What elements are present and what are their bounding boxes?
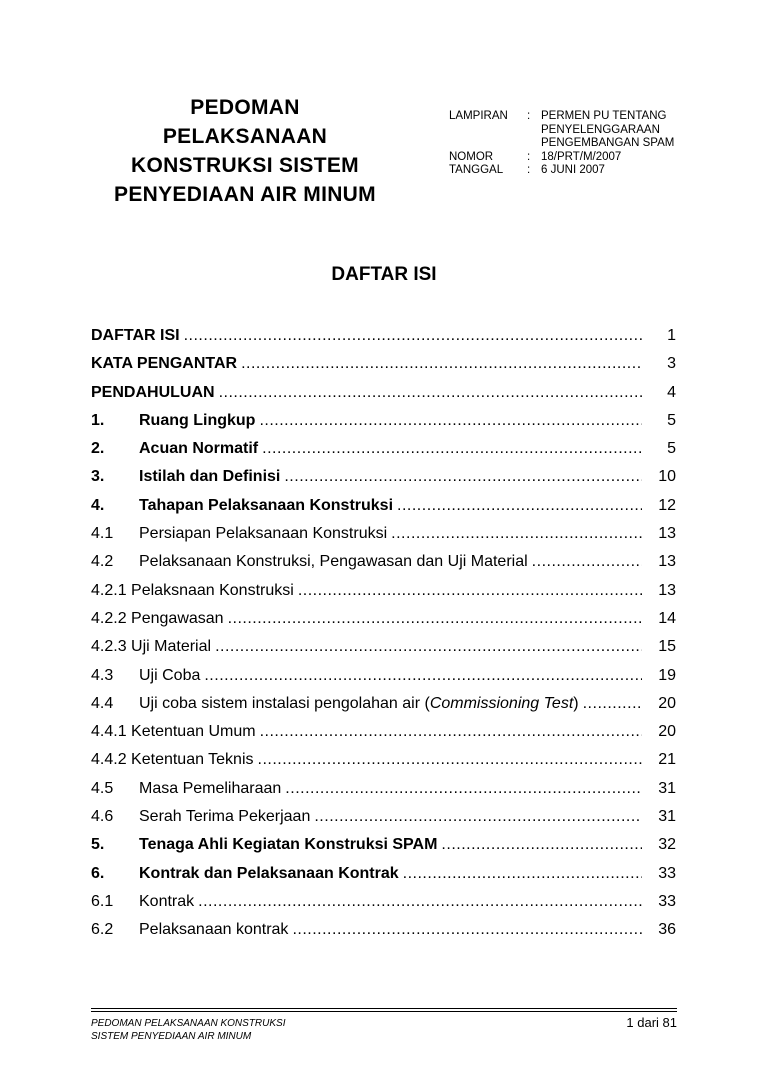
toc-entry-number: 4.2.1 (91, 581, 127, 599)
footer-line: SISTEM PENYEDIAAN AIR MINUM (91, 1031, 252, 1042)
meta-value-line: PENGEMBANGAN SPAM (541, 137, 675, 150)
toc-entry[interactable] (91, 808, 676, 836)
meta-value (541, 110, 711, 151)
toc-entry-leader (184, 327, 642, 345)
toc-entry[interactable] (91, 497, 676, 525)
toc-entry-page: 13 (658, 553, 676, 571)
toc-entry[interactable] (91, 553, 676, 581)
toc-entry-leader (241, 355, 642, 373)
toc-entry[interactable] (91, 468, 676, 496)
toc-entry-title-text: Tenaga Ahli Kegiatan Konstruksi SPAM (139, 836, 438, 854)
toc-entry-page: 33 (658, 864, 676, 882)
toc-entry-page: 20 (658, 694, 676, 712)
toc-entry-title-text: Ruang Lingkup (139, 411, 256, 429)
toc-entry[interactable] (91, 327, 676, 355)
toc-entry-page: 12 (658, 496, 676, 514)
toc-entry-title-text: Serah Terima Pekerjaan (139, 808, 311, 826)
toc-entry-number: 6.1 (91, 892, 114, 910)
toc-entry-leader (397, 497, 642, 515)
toc-entry-page: 32 (658, 836, 676, 854)
toc-entry-number: 4.6 (91, 808, 114, 826)
toc-entry-title (139, 440, 258, 458)
toc-entry-leader (228, 610, 642, 628)
toc-entry[interactable] (91, 412, 676, 440)
meta-row-nomor (449, 151, 711, 165)
toc-entry-title-text: Kontrak dan Pelaksanaan Kontrak (139, 864, 399, 882)
meta-colon: : (527, 150, 531, 163)
toc-entry-page: 5 (667, 411, 676, 429)
toc-entry-title-text: Kontrak (139, 892, 195, 910)
toc-entry[interactable] (91, 525, 676, 553)
toc-entry-title (131, 582, 294, 600)
toc-entry[interactable] (91, 780, 676, 808)
toc-entry-title-text: Pelaksanaan Konstruksi, Pengawasan dan Uji Material (139, 553, 528, 571)
toc-entry-page: 10 (658, 468, 676, 486)
toc-entry-leader (219, 384, 642, 402)
document-meta (449, 110, 711, 178)
toc-entry-leader (532, 553, 642, 571)
title-line: PELAKSANAAN (162, 125, 328, 148)
toc-entry-number: 4.3 (91, 666, 114, 684)
toc-entry-title-text: Istilah dan Definisi (139, 468, 281, 486)
toc-entry-title (139, 865, 399, 883)
toc-entry-leader (403, 865, 642, 883)
toc-entry-leader (441, 836, 642, 854)
toc-entry[interactable] (91, 355, 676, 383)
meta-label: TANGGAL (449, 164, 504, 177)
toc-entry-leader (259, 412, 642, 430)
toc-entry-title-text: DAFTAR ISI (91, 327, 180, 344)
toc-entry-leader (285, 780, 642, 798)
toc-entry-page: 13 (658, 525, 676, 543)
toc-entry[interactable] (91, 384, 676, 412)
toc-entry-number: 5. (91, 836, 105, 854)
toc-entry-title-suffix: ) (573, 694, 579, 712)
meta-colon: : (527, 110, 531, 122)
toc-entry-number: 3. (91, 468, 105, 486)
toc-entry-title (91, 355, 237, 373)
toc-entry-page: 1 (667, 327, 676, 344)
toc-heading: DAFTAR ISI (331, 264, 437, 285)
toc-entry-page: 14 (658, 609, 676, 627)
toc-entry-title (131, 638, 211, 656)
meta-colon: : (527, 164, 531, 177)
toc-entry-title-text: Pelaksnaan Konstruksi (131, 581, 294, 599)
toc-entry-number: 4.4.1 (91, 723, 127, 741)
toc-entry-page: 20 (658, 723, 676, 741)
meta-value-line: PENYELENGGARAAN (541, 123, 660, 136)
toc-entry-page: 3 (667, 355, 676, 373)
toc-entry-leader (204, 667, 642, 685)
toc-entry-title-text: Persiapan Pelaksanaan Konstruksi (139, 525, 388, 543)
toc-entry-leader (391, 525, 642, 543)
toc-entry-title (139, 497, 393, 515)
toc-entry-title (139, 780, 281, 798)
toc-entry-page: 15 (658, 638, 676, 656)
toc-entry[interactable] (91, 667, 676, 695)
title-line: PENYEDIAAN AIR MINUM (114, 183, 376, 206)
meta-value: 18/PRT/M/2007 (541, 150, 622, 163)
toc-entry[interactable] (91, 723, 676, 751)
meta-row-tanggal (449, 164, 711, 178)
toc-entry-page: 13 (658, 581, 676, 599)
toc-entry-title-text: KATA PENGANTAR (91, 355, 238, 373)
toc-entry[interactable] (91, 610, 676, 638)
toc-entry-title (139, 412, 255, 430)
toc-entry-title-text: Uji coba sistem instalasi pengolahan air ( (139, 694, 430, 712)
toc-entry-title-text: Pelaksanaan kontrak (139, 921, 289, 939)
toc-entry[interactable] (91, 695, 676, 723)
toc-entry-number: 1. (91, 411, 105, 429)
footer-line: PEDOMAN PELAKSANAAN KONSTRUKSI (91, 1018, 286, 1029)
toc-entry-title (91, 327, 180, 345)
toc-entry-number: 2. (91, 440, 105, 458)
toc-entry-number: 4.4.2 (91, 751, 127, 769)
toc-entry[interactable] (91, 921, 676, 949)
toc-entry-title-text: Ketentuan Umum (131, 723, 256, 741)
toc-entry[interactable] (91, 751, 676, 779)
toc-entry-page: 21 (658, 751, 676, 769)
toc-entry-title (139, 893, 194, 911)
toc-entry-page: 31 (658, 808, 676, 826)
toc-entry-title (139, 667, 200, 685)
toc-entry-leader (258, 751, 642, 769)
toc-entry[interactable] (91, 836, 676, 864)
toc-entry-title (139, 836, 437, 854)
toc-entry-number: 4.4 (91, 694, 114, 712)
toc-entry[interactable] (91, 893, 676, 921)
title-line: PEDOMAN (190, 96, 300, 119)
toc-entry-number: 6.2 (91, 921, 114, 939)
toc-entry-title (131, 723, 256, 741)
toc-entry-leader (298, 582, 642, 600)
toc-entry-leader (314, 808, 642, 826)
toc-entry-title (139, 525, 387, 543)
meta-value-line: PERMEN PU TENTANG (541, 110, 667, 122)
toc-entry-page: 36 (658, 921, 676, 939)
toc-entry-title (139, 468, 280, 486)
toc-entry-title-text: Tahapan Pelaksanaan Konstruksi (139, 496, 394, 514)
toc-entry-leader (260, 723, 642, 741)
toc-entry-title-italic: Commissioning Test (429, 694, 574, 712)
toc-entry-number: 6. (91, 864, 105, 882)
toc-entry-title (139, 553, 528, 571)
toc-entry[interactable] (91, 638, 676, 666)
footer-rule (91, 1008, 677, 1009)
footer-rule (91, 1011, 677, 1012)
toc-entry-page: 19 (658, 666, 676, 684)
toc-entry-page: 33 (658, 892, 676, 910)
toc-entry-title-text: Uji Material (131, 638, 212, 656)
toc-entry-number: 4.2 (91, 553, 114, 571)
toc-entry-title-text: Pengawasan (131, 609, 224, 627)
toc-entry-title-text: Masa Pemeliharaan (139, 779, 282, 797)
toc-entry-title (139, 808, 310, 826)
toc-entry-title (139, 921, 288, 939)
toc-entry-page: 4 (667, 383, 676, 401)
toc-entry-title-text: Acuan Normatif (139, 440, 259, 458)
toc-entry[interactable] (91, 440, 676, 468)
toc-entry-leader (215, 638, 642, 656)
meta-label: LAMPIRAN (449, 110, 508, 122)
toc-entry-number: 4.2.2 (91, 609, 127, 627)
title-line: KONSTRUKSI SISTEM (131, 154, 359, 177)
toc-entry-leader (284, 468, 642, 486)
toc-entry-title (139, 695, 579, 713)
table-of-contents (91, 327, 676, 950)
toc-entry-title-text: PENDAHULUAN (91, 383, 215, 401)
toc-entry-page: 5 (667, 440, 676, 458)
document-title (92, 93, 398, 209)
toc-entry-number: 4.2.3 (91, 638, 127, 656)
toc-entry-title-text: Uji Coba (139, 666, 201, 684)
page-number: 1 dari 81 (626, 1015, 677, 1030)
toc-entry-title (91, 384, 215, 402)
toc-entry[interactable] (91, 865, 676, 893)
toc-entry-number: 4. (91, 496, 105, 514)
toc-entry-leader (198, 893, 642, 911)
toc-entry-number: 4.5 (91, 779, 114, 797)
toc-entry-leader (262, 440, 642, 458)
toc-entry[interactable] (91, 582, 676, 610)
toc-entry-leader (292, 921, 642, 939)
meta-value: 6 JUNI 2007 (541, 164, 605, 177)
toc-entry-title (131, 751, 253, 769)
toc-entry-page: 31 (658, 779, 676, 797)
toc-entry-leader (583, 695, 642, 713)
page-footer (91, 1017, 677, 1043)
toc-entry-title (131, 610, 224, 628)
meta-label: NOMOR (449, 150, 494, 163)
toc-entry-number: 4.1 (91, 525, 114, 543)
meta-row-lampiran (449, 110, 711, 151)
toc-entry-title-text: Ketentuan Teknis (131, 751, 254, 769)
